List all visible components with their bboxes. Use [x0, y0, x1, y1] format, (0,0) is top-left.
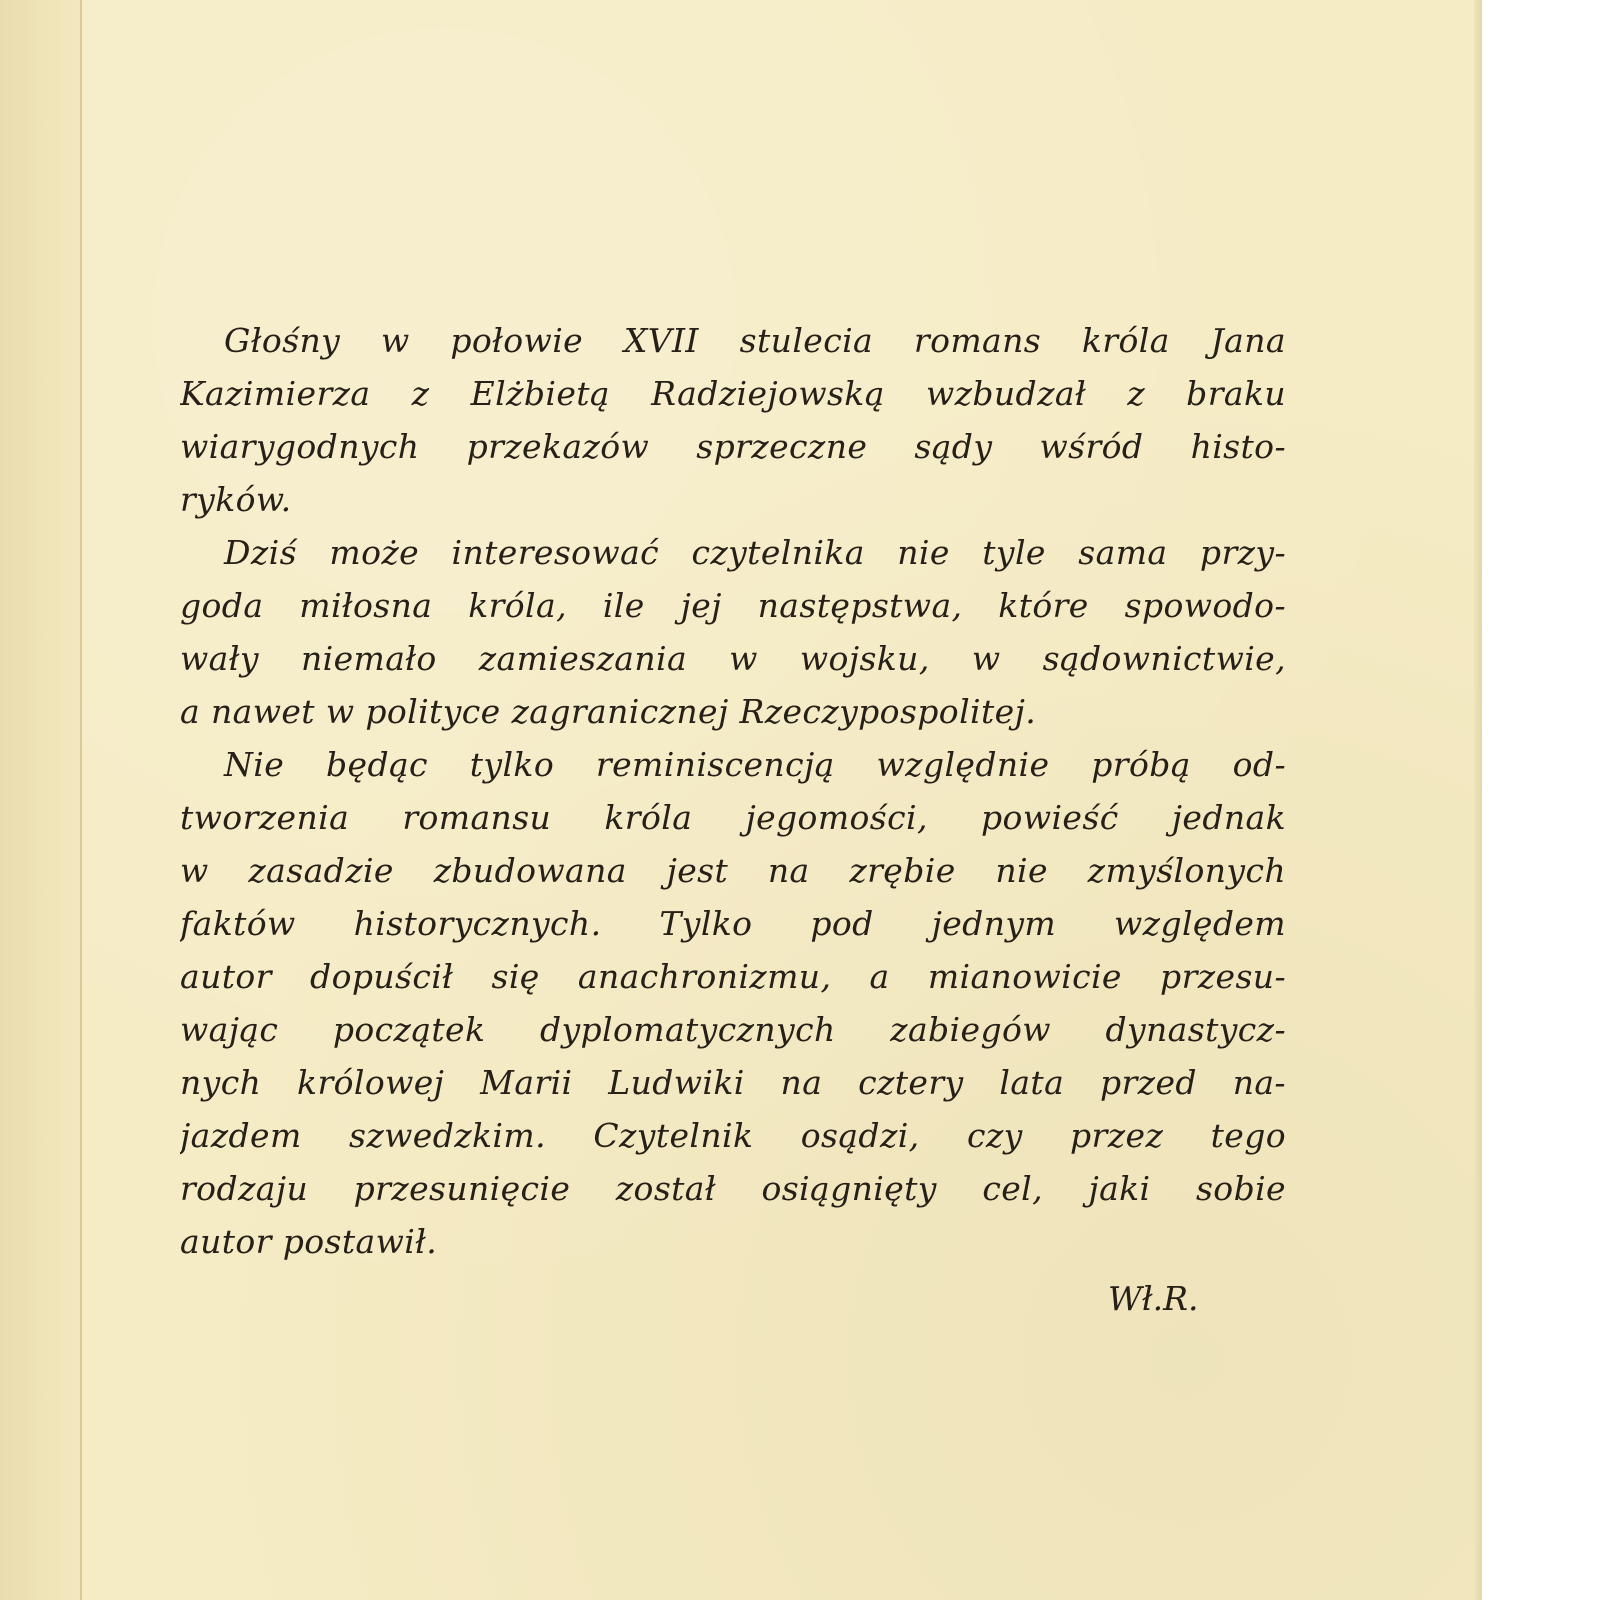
- author-signature: Wł.R.: [1108, 1279, 1199, 1318]
- text-line: wały niemało zamieszania w wojsku, w sądownictwie,: [180, 639, 1286, 678]
- text-line: faktów historycznych. Tylko pod jednym względem: [180, 904, 1286, 943]
- text-line: Nie będąc tylko reminiscencją względnie próbą od-: [224, 745, 1286, 784]
- text-line: wiarygodnych przekazów sprzeczne sądy wśród histo-: [180, 427, 1286, 466]
- text-line: Kazimierza z Elżbietą Radziejowską wzbudzał z braku: [180, 374, 1286, 413]
- paragraph-3: [180, 738, 1286, 1268]
- paragraph-1: [180, 314, 1286, 526]
- text-line: ryków.: [180, 480, 292, 519]
- text-line: autor dopuścił się anachronizmu, a mianowicie przesu-: [180, 957, 1286, 996]
- page-edge: [1474, 0, 1482, 1600]
- text-line: Głośny w połowie XVII stulecia romans króla Jana: [224, 321, 1286, 360]
- text-line: w zasadzie zbudowana jest na zrębie nie zmyślonych: [180, 851, 1286, 890]
- text-line: rodzaju przesunięcie został osiągnięty cel, jaki sobie: [180, 1169, 1286, 1208]
- page-gutter: [0, 0, 82, 1600]
- text-line: jazdem szwedzkim. Czytelnik osądzi, czy przez tego: [180, 1116, 1286, 1155]
- text-line: nych królowej Marii Ludwiki na cztery lata przed na-: [180, 1063, 1286, 1102]
- gutter-fold-line: [80, 0, 82, 1600]
- text-line: autor postawił.: [180, 1222, 438, 1261]
- paragraph-2: [180, 526, 1286, 738]
- text-line: goda miłosna króla, ile jej następstwa, które spowodo-: [180, 586, 1286, 625]
- text-line: tworzenia romansu króla jegomości, powieść jednak: [180, 798, 1286, 837]
- text-line: wając początek dyplomatycznych zabiegów dynastycz-: [180, 1010, 1286, 1049]
- text-line: a nawet w polityce zagranicznej Rzeczypospolitej.: [180, 692, 1037, 731]
- body-text: [180, 314, 1286, 1268]
- text-line: Dziś może interesować czytelnika nie tyle sama przy-: [224, 533, 1286, 572]
